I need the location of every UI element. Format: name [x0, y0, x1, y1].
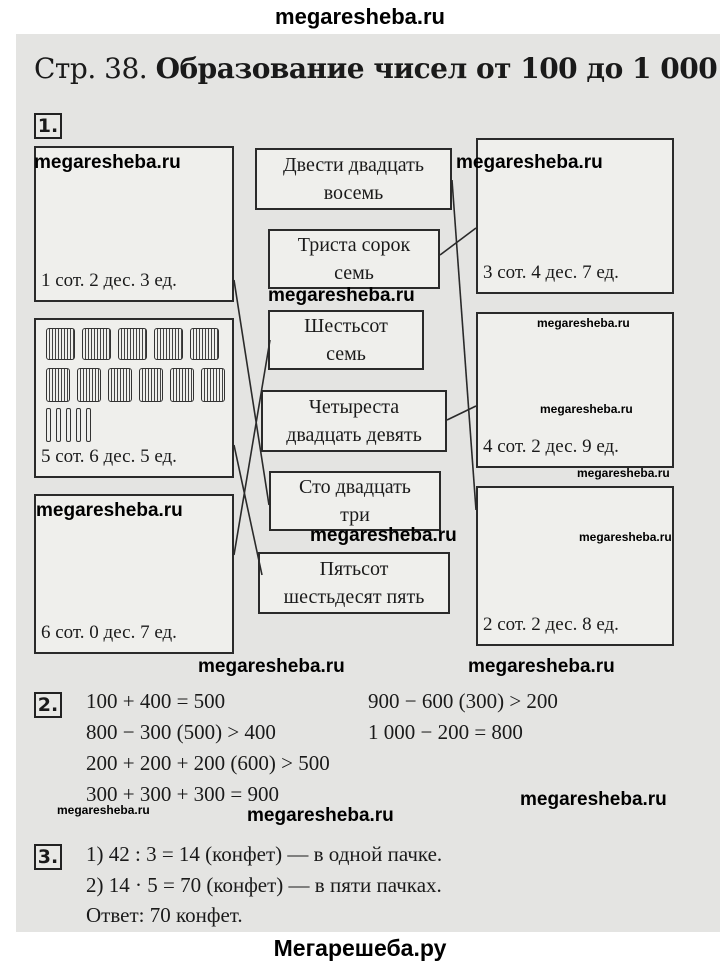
site-footer-watermark: Мегарешеба.ру	[0, 932, 720, 964]
watermark: megaresheba.ru	[537, 316, 630, 330]
watermark: megaresheba.ru	[36, 500, 183, 521]
one-stick-icon	[66, 408, 71, 442]
word-box-4-line-2: двадцать девять	[286, 424, 422, 446]
left-box-2	[34, 318, 234, 478]
word-box-5	[269, 471, 441, 531]
watermark: megaresheba.ru	[268, 285, 415, 306]
word-box-5-line-2: три	[340, 504, 370, 526]
left-box-3-label: 6 сот. 0 дес. 7 ед.	[41, 622, 177, 643]
right-box-1-label: 3 сот. 4 дес. 7 ед.	[483, 262, 619, 283]
hundred-block-icon	[154, 328, 183, 360]
watermark: megaresheba.ru	[456, 152, 603, 173]
right-box-2-label: 4 сот. 2 дес. 9 ед.	[483, 436, 619, 457]
ten-bundle-icon	[139, 368, 163, 402]
ten-bundle-icon	[108, 368, 132, 402]
page-title	[34, 52, 717, 85]
word-box-4-line-1: Четыреста	[308, 396, 400, 418]
ten-bundle-icon	[201, 368, 225, 402]
word-box-1-line-2: восемь	[323, 182, 384, 204]
ones-row	[46, 408, 236, 444]
ten-bundle-icon	[170, 368, 194, 402]
left-box-1-label: 1 сот. 2 дес. 3 ед.	[41, 270, 177, 291]
hundred-block-icon	[82, 328, 111, 360]
word-box-2	[268, 229, 440, 289]
task-number-1: 1.	[34, 113, 62, 139]
one-stick-icon	[56, 408, 61, 442]
watermark: megaresheba.ru	[579, 530, 672, 544]
page-title-prefix: Стр. 38.	[34, 52, 148, 85]
hundred-block-icon	[46, 328, 75, 360]
task2-left-1: 100 + 400 = 500	[86, 689, 226, 713]
ten-bundle-icon	[46, 368, 70, 402]
watermark: megaresheba.ru	[310, 525, 457, 546]
site-header-watermark: megaresheba.ru	[0, 0, 720, 34]
watermark: megaresheba.ru	[540, 402, 633, 416]
watermark: megaresheba.ru	[57, 803, 150, 817]
task2-left-3: 200 + 200 + 200 (600) > 500	[86, 751, 330, 775]
hundreds-row	[46, 328, 236, 362]
one-stick-icon	[76, 408, 81, 442]
page-title-main: Образование чисел от 100 до 1 000	[155, 52, 718, 85]
word-box-1-line-1: Двести двадцать	[283, 154, 424, 176]
task3-line-3: Ответ: 70 конфет.	[86, 903, 243, 927]
word-box-6-line-2: шестьдесят пять	[283, 586, 425, 608]
right-box-3-label: 2 сот. 2 дес. 8 ед.	[483, 614, 619, 635]
watermark: megaresheba.ru	[34, 152, 181, 173]
word-box-3-line-1: Шестьсот	[304, 315, 388, 337]
one-stick-icon	[86, 408, 91, 442]
right-box-3	[476, 486, 674, 646]
hundred-block-icon	[118, 328, 147, 360]
task2-left-4: 300 + 300 + 300 = 900	[86, 782, 280, 806]
task2-left-2: 800 − 300 (500) > 400	[86, 720, 276, 744]
word-box-1	[255, 148, 452, 210]
right-box-2	[476, 312, 674, 468]
base-ten-blocks	[46, 328, 236, 444]
tens-row	[46, 368, 236, 404]
one-stick-icon	[46, 408, 51, 442]
word-box-2-line-2: семь	[334, 262, 374, 284]
hundred-block-icon	[190, 328, 219, 360]
word-box-5-line-1: Сто двадцать	[299, 476, 411, 498]
word-box-2-line-1: Триста сорок	[297, 234, 411, 256]
task-number-3: 3.	[34, 844, 62, 870]
task-number-2: 2.	[34, 692, 62, 718]
watermark: megaresheba.ru	[468, 656, 615, 677]
task2-right-2: 1 000 − 200 = 800	[368, 720, 523, 744]
word-box-3-line-2: семь	[326, 343, 366, 365]
word-box-6	[258, 552, 450, 614]
word-box-6-line-1: Пятьсот	[319, 558, 389, 580]
watermark: megaresheba.ru	[198, 656, 345, 677]
task3-line-1: 1) 42 : 3 = 14 (конфет) — в одной пачке.	[86, 842, 443, 866]
task3-line-2: 2) 14 · 5 = 70 (конфет) — в пяти пачках.	[86, 873, 442, 897]
word-box-4	[261, 390, 447, 452]
watermark: megaresheba.ru	[577, 466, 670, 480]
left-box-2-label: 5 сот. 6 дес. 5 ед.	[41, 446, 177, 467]
task2-right-1: 900 − 600 (300) > 200	[368, 689, 558, 713]
watermark: megaresheba.ru	[247, 805, 394, 826]
watermark: megaresheba.ru	[520, 789, 667, 810]
word-box-3	[268, 310, 424, 370]
ten-bundle-icon	[77, 368, 101, 402]
